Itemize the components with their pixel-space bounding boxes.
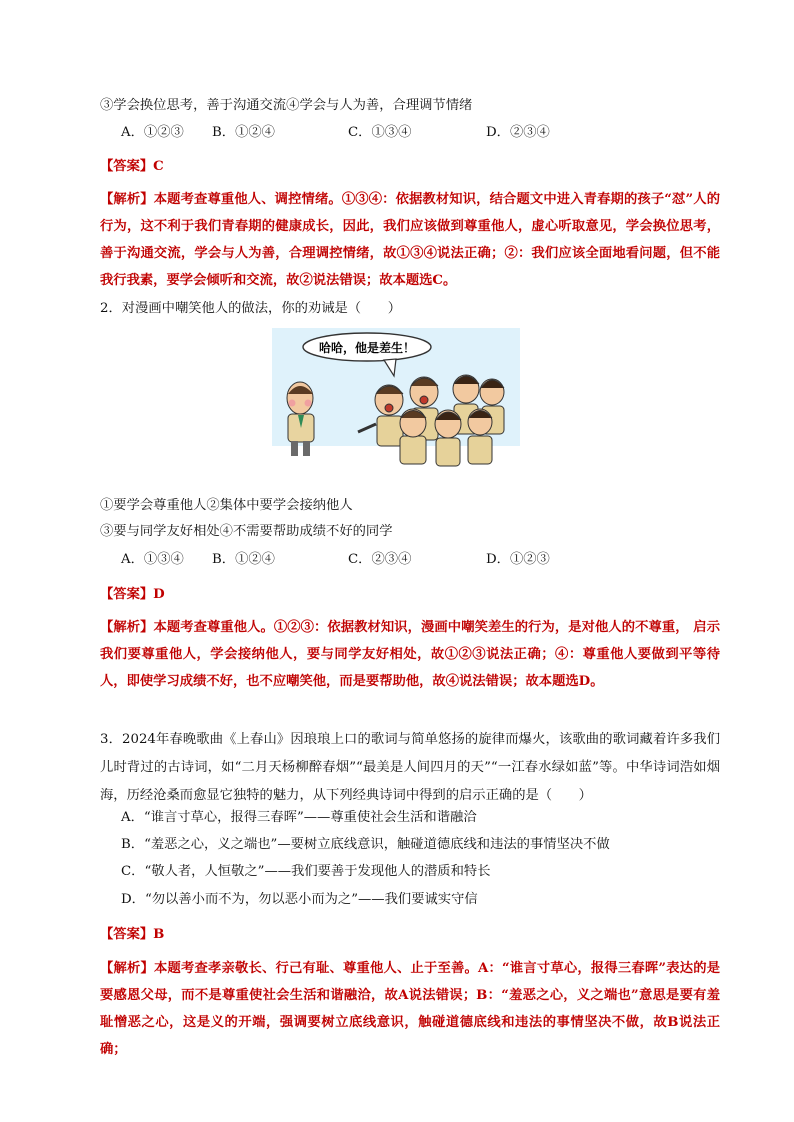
q3-option-c: C．“敬人者，人恒敬之”——我们要善于发现他人的潜质和特长 (121, 864, 491, 879)
q2-analysis: 【解析】本题考查尊重他人。①②③：依据教材知识，漫画中嘲笑差生的行为，是对他人的不尊重， 启示我们要尊重他人，学会接纳他人，要与同学友好相处，故①②③说法正确；④：尊重他人要做到平等待人，即使学习成绩不好，也不应嘲笑他，而是要帮助他，故④说法错误；故本题选D。 (100, 620, 720, 689)
q3-answer: 【答案】B (100, 927, 165, 942)
q1-option-b: B．①②④ (212, 125, 275, 140)
q3-option-a: A．“谁言寸草心，报得三春晖”——尊重使社会生活和谐融洽 (121, 810, 477, 825)
q1-option-a: A．①②③ (121, 125, 184, 140)
q1-option-d: D．②③④ (486, 125, 550, 140)
q1-answer: 【答案】C (100, 159, 164, 174)
q3-option-d: D．“勿以善小而不为，勿以恶小而为之”——我们要诚实守信 (121, 892, 478, 907)
q2-option-b: B．①②④ (212, 552, 275, 567)
q1-option-c: C．①③④ (348, 125, 412, 140)
q3-analysis: 【解析】本题考查孝亲敬长、行己有耻、尊重他人、止于至善。A：“谁言寸草心，报得三春晖”表达的是要感恩父母，而不是尊重使社会生活和谐融洽，故A说法错误；B：“羞恶之心，义之端也”意思是要有羞耻憎恶之心，这是义的开端，强调要树立底线意识，触碰道德底线和违法的事情坚决不做，故B说法正确； (100, 961, 720, 1057)
q2-stem: 2．对漫画中嘲笑他人的做法，你的劝诫是（ ） (100, 301, 401, 316)
speech-bubble-text: 哈哈，他是差生！ (318, 341, 416, 355)
q3-stem: 3．2024年春晚歌曲《上春山》因琅琅上口的歌词与简单悠扬的旋律而爆火，该歌曲的歌词藏着许多我们儿时背过的古诗词，如“二月天杨柳醉春烟”“最美是人间四月的天”“一江春水绿如蓝”等。中华诗词浩如烟海，历经沧桑而愈显它独特的魅力，从下列经典诗词中得到的启示正确的是（ ） (100, 732, 720, 803)
q2-statements-line1: ①要学会尊重他人②集体中要学会接纳他人 (100, 498, 353, 513)
q2-option-c: C．②③④ (348, 552, 412, 567)
cartoon-illustration (272, 328, 520, 478)
q2-answer: 【答案】D (100, 587, 165, 602)
q2-statements-line2: ③要与同学友好相处④不需要帮助成绩不好的同学 (100, 524, 393, 539)
q1-analysis: 【解析】本题考查尊重他人、调控情绪。①③④：依据教材知识，结合题文中进入青春期的孩子“怼”人的行为，这不利于我们青春期的健康成长，因此，我们应该做到尊重他人，虚心听取意见，学会换位思考，善于沟通交流，学会与人为善，合理调控情绪，故①③④说法正确；②：我们应该全面地看问题，但不能我行我素，要学会倾听和交流，故②说法错误；故本题选C。 (100, 192, 720, 288)
q1-stem-tail: ③学会换位思考，善于沟通交流④学会与人为善，合理调节情绪 (100, 98, 473, 113)
q3-option-b: B．“羞恶之心，义之端也”—要树立底线意识，触碰道德底线和违法的事情坚决不做 (121, 837, 610, 852)
q2-option-a: A．①③④ (121, 552, 184, 567)
q2-option-d: D．①②③ (486, 552, 550, 567)
